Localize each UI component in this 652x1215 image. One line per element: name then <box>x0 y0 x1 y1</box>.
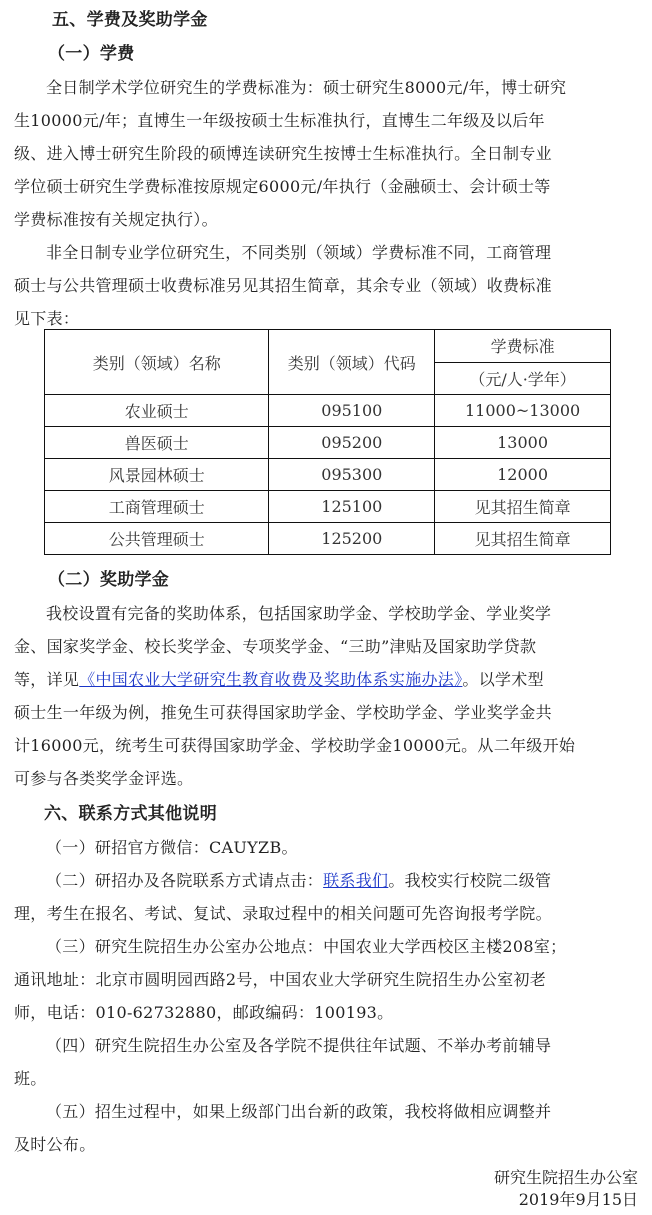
heading-tuition: （一）学费 <box>48 44 135 64</box>
header-fee-unit: （元/人·学年） <box>435 362 611 395</box>
header-category-code: 类别（领域）代码 <box>269 330 435 395</box>
contact-us-link[interactable]: 联系我们 <box>323 871 389 890</box>
heading-scholarships: （二）奖助学金 <box>48 570 170 590</box>
tuition-table <box>44 329 611 555</box>
header-category-name: 类别（领域）名称 <box>45 330 269 395</box>
table-row: 工商管理硕士 125100 见其招生简章 <box>45 491 611 523</box>
table-row: 风景园林硕士 095300 12000 <box>45 459 611 491</box>
table-row: 兽医硕士 095200 13000 <box>45 427 611 459</box>
table-row: 公共管理硕士 125200 见其招生简章 <box>45 523 611 555</box>
heading-section-5: 五、学费及奖助学金 <box>52 10 208 30</box>
table-row: 农业硕士 095100 11000~13000 <box>45 395 611 427</box>
signature-office: 研究生院招生办公室 <box>493 1168 638 1187</box>
header-fee: 学费标准 <box>435 330 611 363</box>
scholarship-policy-link[interactable]: 《中国农业大学研究生教育收费及奖助体系实施办法》 <box>79 670 463 689</box>
heading-section-6: 六、联系方式其他说明 <box>44 804 217 824</box>
signature-date: 2019年9月15日 <box>518 1190 638 1209</box>
